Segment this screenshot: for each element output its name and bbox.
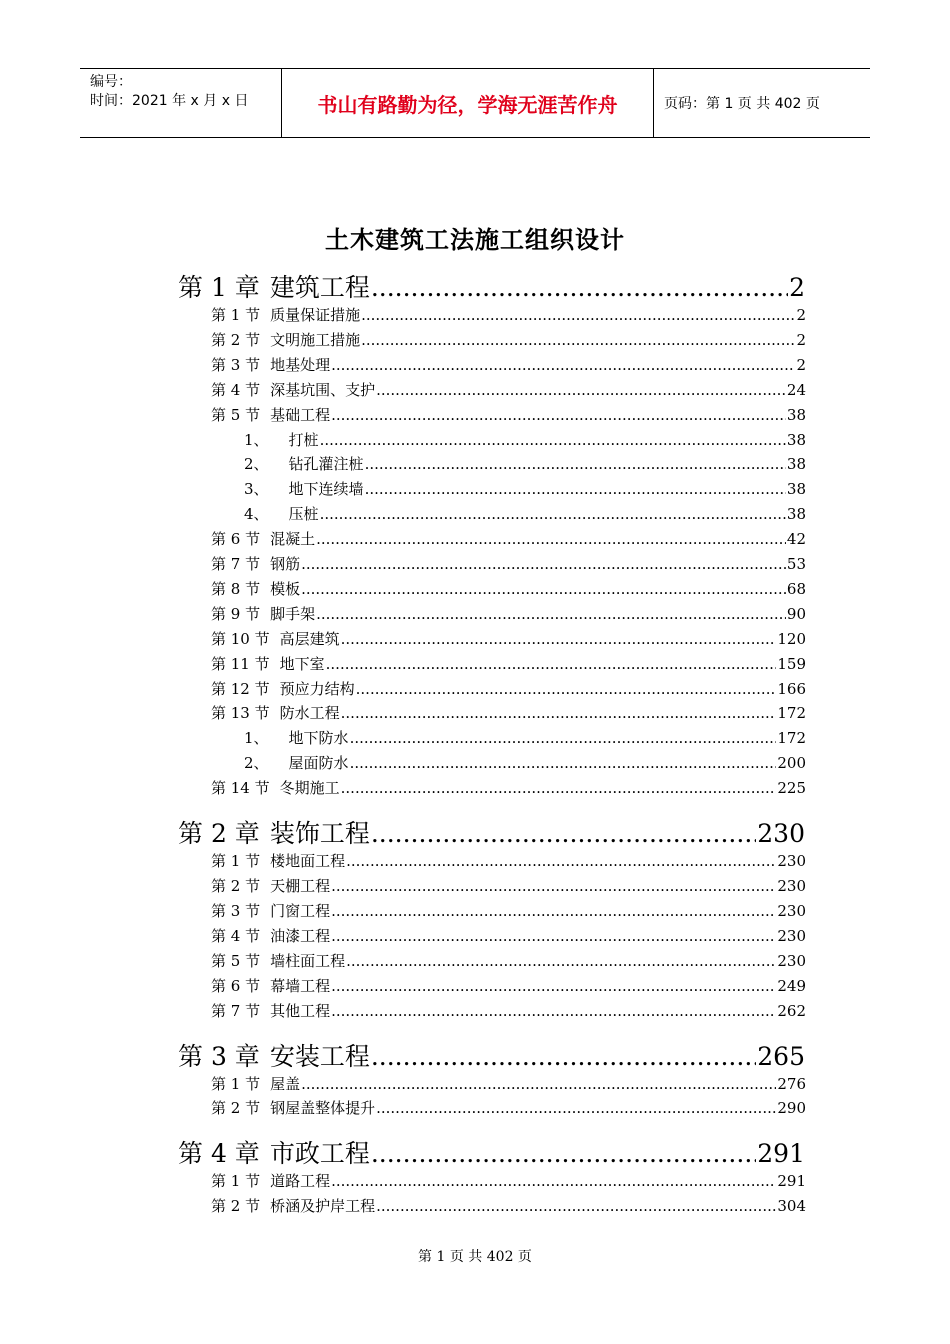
toc-entry-label [211, 702, 340, 723]
toc-entry-text: 打桩 [288, 430, 319, 449]
toc-leader-dots [341, 630, 777, 648]
toc-page-number: 304 [777, 1197, 806, 1216]
toc-entry-number: 第 5 节 [211, 951, 261, 970]
toc-section[interactable] [211, 702, 806, 722]
toc-leader-dots [331, 927, 776, 945]
header-motto: 书山有路勤为径，学海无涯苦作舟 [282, 69, 654, 137]
toc-entry-label [211, 578, 300, 599]
toc-entry-number: 第 13 节 [211, 704, 270, 723]
toc-entry-number: 第 1 节 [211, 1074, 261, 1093]
toc-leader-dots [320, 505, 786, 523]
toc-section[interactable] [211, 1097, 806, 1117]
toc-entry-label [178, 1037, 370, 1073]
toc-entry-number: 第 6 节 [211, 530, 261, 549]
toc-section[interactable] [211, 553, 806, 573]
toc-leader-dots [376, 1099, 776, 1117]
toc-page-number: 68 [786, 579, 806, 598]
toc-entry-label [211, 975, 330, 996]
toc-section[interactable] [211, 603, 806, 623]
toc-section[interactable] [211, 304, 806, 324]
toc-entry-number: 第 3 节 [211, 355, 261, 374]
toc-leader-dots [346, 952, 776, 970]
toc-leader-dots [316, 530, 786, 548]
toc-entry-text: 天棚工程 [270, 877, 331, 895]
toc-section[interactable] [211, 528, 806, 548]
toc-page-number: 120 [777, 629, 806, 648]
toc-page-number: 230 [757, 819, 805, 849]
toc-entry-label [211, 354, 330, 375]
toc-page-number: 230 [777, 901, 806, 920]
toc-entry-label [211, 900, 330, 921]
header-table [80, 68, 870, 138]
toc-section[interactable] [211, 329, 806, 349]
toc-leader-dots [331, 977, 776, 995]
toc-entry-label [211, 628, 340, 649]
toc-entry-text: 其他工程 [270, 1001, 331, 1020]
toc-section[interactable] [211, 404, 806, 424]
toc-leader-dots [331, 406, 786, 424]
toc-leader-dots [301, 1075, 776, 1093]
toc-entry-number: 第 1 节 [211, 852, 261, 871]
toc-entry-text: 桥涵及护岸工程 [270, 1197, 376, 1216]
toc-entry-label [211, 875, 330, 896]
toc-entry-number: 1、 [244, 430, 269, 449]
toc-chapter[interactable] [178, 814, 805, 849]
toc-section[interactable] [211, 975, 806, 995]
toc-leader-dots [326, 655, 777, 673]
toc-entry-text: 地下防水 [288, 729, 349, 748]
toc-entry-number: 第 7 节 [211, 1001, 261, 1020]
toc-entry-label [178, 1134, 370, 1170]
toc-entry-text: 门窗工程 [270, 901, 331, 920]
toc-page-number: 225 [777, 779, 806, 798]
toc-entry-text: 冬期施工 [279, 779, 340, 798]
toc-subsection[interactable] [244, 429, 806, 449]
toc-section[interactable] [211, 950, 806, 970]
toc-leader-dots [301, 555, 786, 573]
toc-subsection[interactable] [244, 453, 806, 473]
toc-entry-text: 墙柱面工程 [270, 951, 346, 970]
toc-entry-text: 脚手架 [270, 604, 316, 623]
toc-entry-label [244, 429, 319, 450]
toc-entry-number: 第 1 节 [211, 1172, 261, 1191]
toc-entry-label [211, 329, 360, 350]
toc-entry-text: 建筑工程 [269, 273, 370, 302]
toc-entry-text: 楼地面工程 [270, 852, 346, 871]
toc-subsection[interactable] [244, 727, 806, 747]
toc-entry-text: 地基处理 [270, 355, 331, 374]
toc-section[interactable] [211, 1073, 806, 1093]
toc-leader-dots [365, 480, 786, 498]
toc-section[interactable] [211, 1000, 806, 1020]
toc-chapter[interactable] [178, 1037, 805, 1069]
toc-entry-label [211, 379, 375, 400]
toc-subsection[interactable] [244, 478, 806, 498]
toc-page-number: 265 [757, 1041, 805, 1071]
toc-entry-label [178, 268, 370, 304]
toc-page-number: 291 [757, 1139, 805, 1169]
toc-page-number: 38 [786, 505, 806, 524]
toc-leader-dots [350, 754, 777, 772]
toc-entry-number: 第 2 节 [211, 1099, 261, 1118]
toc-page-number: 166 [777, 679, 806, 698]
header-page-info: 页码：第 1 页 共 402 页 [664, 96, 820, 112]
toc-entry-text: 道路工程 [270, 1172, 331, 1191]
toc-entry-label [211, 925, 330, 946]
toc-leader-dots [371, 1042, 756, 1071]
toc-entry-text: 幕墙工程 [270, 976, 331, 995]
toc-leader-dots [341, 704, 777, 722]
toc-leader-dots [320, 431, 786, 449]
toc-leader-dots [341, 779, 777, 797]
toc-section[interactable] [211, 354, 806, 374]
toc-page-number: 159 [777, 654, 806, 673]
toc-entry-number: 第 6 节 [211, 976, 261, 995]
toc-entry-number: 第 12 节 [211, 679, 270, 698]
toc-entry-text: 市政工程 [269, 1139, 370, 1169]
toc-entry-number: 第 4 节 [211, 380, 261, 399]
serial-label: 编号： [90, 74, 132, 90]
toc-entry-number: 第 2 节 [211, 330, 261, 349]
toc-leader-dots [350, 729, 777, 747]
toc-leader-dots [356, 680, 777, 698]
toc-page-number: 200 [777, 754, 806, 773]
toc-leader-dots [331, 877, 776, 895]
toc-page-number: 38 [786, 430, 806, 449]
toc-entry-text: 屋面防水 [288, 754, 349, 773]
toc-subsection[interactable] [244, 752, 806, 772]
page-footer: 第 1 页 共 402 页 [418, 1249, 532, 1265]
toc-entry-text: 油漆工程 [270, 926, 331, 945]
toc-entry-number: 第 4 章 [178, 1139, 260, 1169]
toc-entry-label [211, 553, 300, 574]
toc-entry-number: 第 3 节 [211, 901, 261, 920]
toc-entry-number: 第 1 节 [211, 306, 261, 324]
toc-chapter[interactable] [178, 1134, 805, 1169]
toc-entry-label [211, 653, 325, 674]
toc-entry-number: 2、 [244, 455, 269, 474]
toc-entry-label [244, 727, 349, 748]
toc-entry-text: 文明施工措施 [270, 330, 361, 349]
toc-entry-number: 2、 [244, 754, 269, 773]
toc-section[interactable] [211, 1195, 806, 1215]
toc-page-number: 262 [777, 1001, 806, 1020]
toc-entry-text: 钢筋 [270, 555, 301, 573]
toc-entry-label [211, 603, 315, 624]
toc-page-number: 38 [786, 455, 806, 474]
toc-section[interactable] [211, 653, 806, 673]
toc-entry-text: 混凝土 [270, 530, 316, 549]
toc-section[interactable] [211, 875, 806, 895]
toc-entry-text: 高层建筑 [279, 629, 340, 648]
toc-page-number: 24 [786, 380, 806, 399]
toc-entry-text: 压桩 [288, 505, 319, 524]
toc-entry-number: 第 14 节 [211, 779, 270, 798]
toc-leader-dots [346, 852, 776, 870]
toc-entry-text: 深基坑围、支护 [270, 380, 376, 399]
document-title: 土木建筑工法施工组织设计 [325, 225, 625, 254]
toc-entry-text: 装饰工程 [269, 819, 370, 849]
toc-page-number: 276 [777, 1074, 806, 1093]
toc-entry-label [211, 1097, 375, 1118]
toc-page-number: 2 [789, 273, 805, 302]
toc-leader-dots [371, 1139, 756, 1168]
toc-leader-dots [365, 455, 786, 473]
toc-leader-dots [301, 580, 786, 598]
toc-entry-number: 第 1 章 [178, 273, 260, 302]
toc-entry-number: 第 2 节 [211, 877, 261, 895]
toc-entry-label [211, 528, 315, 549]
toc-entry-number: 第 10 节 [211, 629, 270, 648]
toc-page-number: 38 [786, 480, 806, 499]
toc-entry-text: 地下室 [279, 654, 325, 673]
toc-leader-dots [371, 273, 788, 302]
toc-page-number: 230 [777, 951, 806, 970]
toc-page-number: 291 [777, 1172, 806, 1191]
toc-section[interactable] [211, 900, 806, 920]
toc-entry-number: 1、 [244, 729, 269, 748]
toc-chapter[interactable] [178, 268, 805, 300]
toc-entry-text: 钢屋盖整体提升 [270, 1099, 376, 1118]
toc-entry-text: 钻孔灌注桩 [288, 455, 364, 474]
toc-subsection[interactable] [244, 503, 806, 523]
toc-entry-text: 防水工程 [279, 704, 340, 723]
toc-entry-number: 第 8 节 [211, 579, 261, 598]
toc-page-number: 42 [786, 530, 806, 549]
toc-page-number: 2 [796, 355, 806, 374]
toc-entry-label [211, 304, 360, 325]
toc-page-number: 172 [777, 729, 806, 748]
toc-page-number: 2 [796, 306, 806, 324]
toc-page-number: 290 [777, 1099, 806, 1118]
toc-leader-dots [331, 902, 776, 920]
toc-entry-number: 第 9 节 [211, 604, 261, 623]
toc-leader-dots [331, 1002, 776, 1020]
toc-entry-text: 预应力结构 [279, 679, 355, 698]
toc-entry-number: 第 2 节 [211, 1197, 261, 1216]
toc-entry-label [211, 1000, 330, 1021]
toc-entry-number: 第 5 节 [211, 405, 261, 424]
toc-section[interactable] [211, 777, 806, 797]
toc-entry-number: 第 11 节 [211, 654, 270, 673]
toc-page-number: 230 [777, 877, 806, 895]
toc-entry-number: 第 2 章 [178, 819, 260, 849]
toc-leader-dots [331, 1172, 776, 1190]
toc-leader-dots [371, 819, 756, 848]
toc-leader-dots [376, 1197, 776, 1215]
header-meta [80, 69, 282, 137]
toc-entry-text: 安装工程 [269, 1041, 370, 1071]
toc-section[interactable] [211, 379, 806, 399]
toc-entry-label [244, 752, 349, 773]
toc-entry-label [211, 950, 345, 971]
toc-leader-dots [361, 306, 795, 324]
toc-entry-label [244, 503, 319, 524]
toc-entry-label [178, 814, 370, 850]
toc-page-number: 53 [786, 555, 806, 573]
toc-section[interactable] [211, 925, 806, 945]
toc-leader-dots [376, 381, 786, 399]
toc-entry-number: 第 7 节 [211, 555, 261, 573]
toc-entry-number: 第 4 节 [211, 926, 261, 945]
toc-leader-dots [316, 605, 786, 623]
toc-entry-label [211, 404, 330, 425]
toc-page-number: 230 [777, 926, 806, 945]
toc-entry-text: 质量保证措施 [270, 306, 361, 324]
toc-section[interactable] [211, 1170, 806, 1190]
toc-leader-dots [331, 356, 795, 374]
toc-entry-label [211, 1195, 375, 1216]
toc-entry-number: 第 3 章 [178, 1041, 260, 1071]
toc-entry-label [244, 453, 364, 474]
toc-entry-number: 3、 [244, 480, 269, 499]
toc-entry-label [211, 1170, 330, 1191]
toc-entry-label [244, 478, 364, 499]
toc-entry-label [211, 777, 340, 798]
date-label: 时间：2021 年 x 月 x 日 [90, 93, 249, 109]
toc-page-number: 230 [777, 852, 806, 871]
toc-entry-text: 模板 [270, 579, 301, 598]
toc-page-number: 249 [777, 976, 806, 995]
toc-entry-text: 地下连续墙 [288, 480, 364, 499]
toc-entry-label [211, 850, 345, 871]
toc-entry-label [211, 1073, 300, 1094]
toc-section[interactable] [211, 678, 806, 698]
toc-page-number: 2 [796, 330, 806, 349]
toc-leader-dots [361, 331, 795, 349]
toc-section[interactable] [211, 850, 806, 870]
toc-page-number: 38 [786, 405, 806, 424]
toc-entry-text: 屋盖 [270, 1074, 301, 1093]
toc-page-number: 90 [786, 604, 806, 623]
toc-section[interactable] [211, 628, 806, 648]
toc-entry-text: 基础工程 [270, 405, 331, 424]
toc-entry-label [211, 678, 355, 699]
toc-page-number: 172 [777, 704, 806, 723]
toc-section[interactable] [211, 578, 806, 598]
toc-entry-number: 4、 [244, 505, 269, 524]
